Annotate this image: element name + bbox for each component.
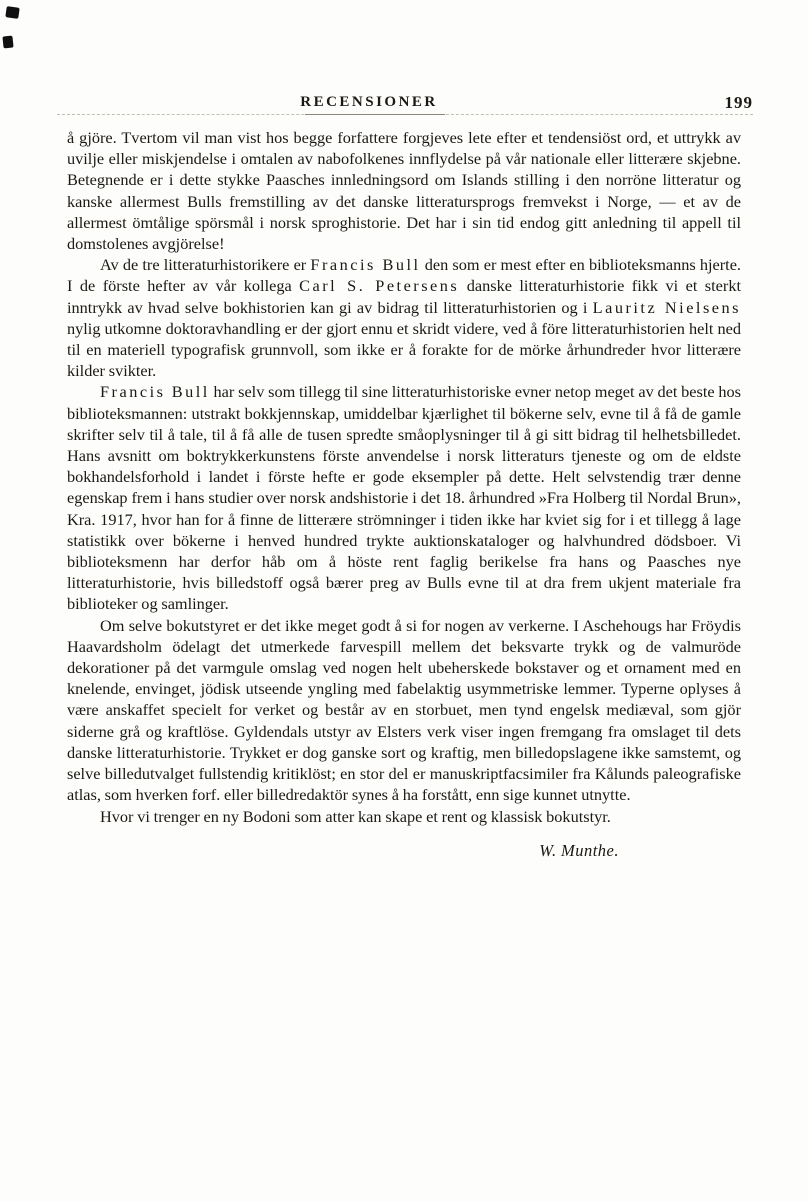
paragraph bbox=[67, 254, 741, 381]
text-run: nylig utkomne doktoravhandling er der gjort ennu et skridt videre, ved å före litteraturhistorien helt ned til en materiell typografisk grunnvoll, som ikke er å forakte for de mörke århundreder hvor litterære kilder svikter. bbox=[67, 318, 741, 381]
letterspaced-name: Francis Bull bbox=[100, 382, 210, 402]
text-run: Av de tre litteraturhistorikere er bbox=[100, 255, 311, 275]
page-number: 199 bbox=[724, 93, 753, 112]
scan-artifact bbox=[2, 36, 13, 49]
text-run: danske litteraturhistorie fikk vi et sterkt inntrykk av hvad selve bokhistorien kan gi av bidrag til litteraturhistorien og i bbox=[67, 276, 741, 317]
paragraph bbox=[67, 806, 741, 827]
author-signature: W. Munthe. bbox=[539, 840, 619, 860]
body-paragraphs bbox=[67, 127, 741, 827]
text-run: Hvor vi trenger en ny Bodoni som atter kan skape et rent og klassisk bokutstyr. bbox=[100, 806, 611, 826]
letterspaced-name: Carl S. Petersens bbox=[299, 276, 460, 296]
letterspaced-name: Lauritz Nielsens bbox=[592, 297, 741, 317]
page-header bbox=[67, 93, 753, 118]
text-run: å gjöre. Tvertom vil man vist hos begge forfattere forgjeves lete efter et tendensiöst ord, et uttrykk av uvilje eller miskjendelse i omtalen av nabofolkenes innflydelse på vår nationale eller litterære skjebne. Betegnende er i dette stykke Paasches innledningsord om Islands stilling i den norröne litteratur og kanske allermest Bulls fremstilling av det danske litteratursprogs fremvekst i Norge, — et av de allermest ömtålige spörsmål i norsk sproghistorie. Det har i sin tid endog gitt anledning til appell til domstolenes avgjörelse! bbox=[67, 128, 741, 254]
letterspaced-name: Francis Bull bbox=[310, 255, 421, 275]
paragraph bbox=[67, 127, 741, 254]
paragraph bbox=[67, 615, 741, 806]
text-run: har selv som tillegg til sine litteraturhistoriske evner netop meget av det beste hos biblioteksmannen: utstrakt bokkjennskap, umiddelbar kjærlighet til bökerne selv, evne til å få de gamle skrifter selv til å tale, til å få alle de tusen spredte småoplysninger til å gi sitt bidrag til helhetsbilledet. Hans avsnitt om boktrykkerkunstens förste anvendelse i norsk litteraturs tjeneste og om de eldste bokhandelsforhold i landet i förste hefte er gode eksempler på dette. Helt selvstendig trær denne egenskap frem i hans studier over norsk andshistorie i det 18. århundred »Fra Holberg til Nordal Brun», Kra. 1917, hvor han for å finne de litterære strömninger i tiden ikke har kviet sig for i et tillegg å lage statistikk over bökerne i henved hundred trykte auktionskataloger og halvhundred dödsboer. Vi biblioteksmenn har derfor håb om å höste rent faglig berikelse fra hans og Paasches nye litteraturhistorie, hvis billedstoff også bærer preg av Bulls evne til at dra frem ukjent materiale fra biblioteker og samlinger. bbox=[67, 382, 741, 614]
scan-artifact bbox=[5, 6, 19, 19]
body-text bbox=[67, 127, 741, 861]
text-run: Om selve bokutstyret er det ikke meget godt å si for nogen av verkerne. I Aschehougs har Fröydis Haavardsholm ödelagt det utmerkede farvespill mellem det beksvarte trykk og de valmuröde dekorationer på det varmgule omslag ved nogen helt ubeherskede bokstaver og et ornament med en knelende, envinget, jödisk utseende yngling med fabelaktig usymmetriske lemmer. Typerne oplyses å være anskaffet specielt for verket og består av en storbuet, men tynd engelsk mediæval, som gjör siderne grå og kraftlöse. Gyldendals utstyr av Elsters verk viser ingen fremgang fra omslaget til dets danske litteraturhistorie. Trykket er dog ganske sort og kraftig, men billedopslagene ikke samstemt, og selve billedutvalget fullstendig kritiklöst; en stor del er manuskriptfacsimiler fra Kålunds paleografiske atlas, som hverken forf. eller billedredaktör synes å ha forstått, enn sige kunnet utnytte. bbox=[67, 615, 741, 805]
paragraph bbox=[67, 381, 741, 614]
running-title: RECENSIONER bbox=[300, 94, 438, 110]
text-run: den som er mest efter en biblioteksmanns hjerte. I de förste hefter av vår kollega bbox=[67, 255, 741, 296]
header-title-rule bbox=[305, 114, 445, 115]
